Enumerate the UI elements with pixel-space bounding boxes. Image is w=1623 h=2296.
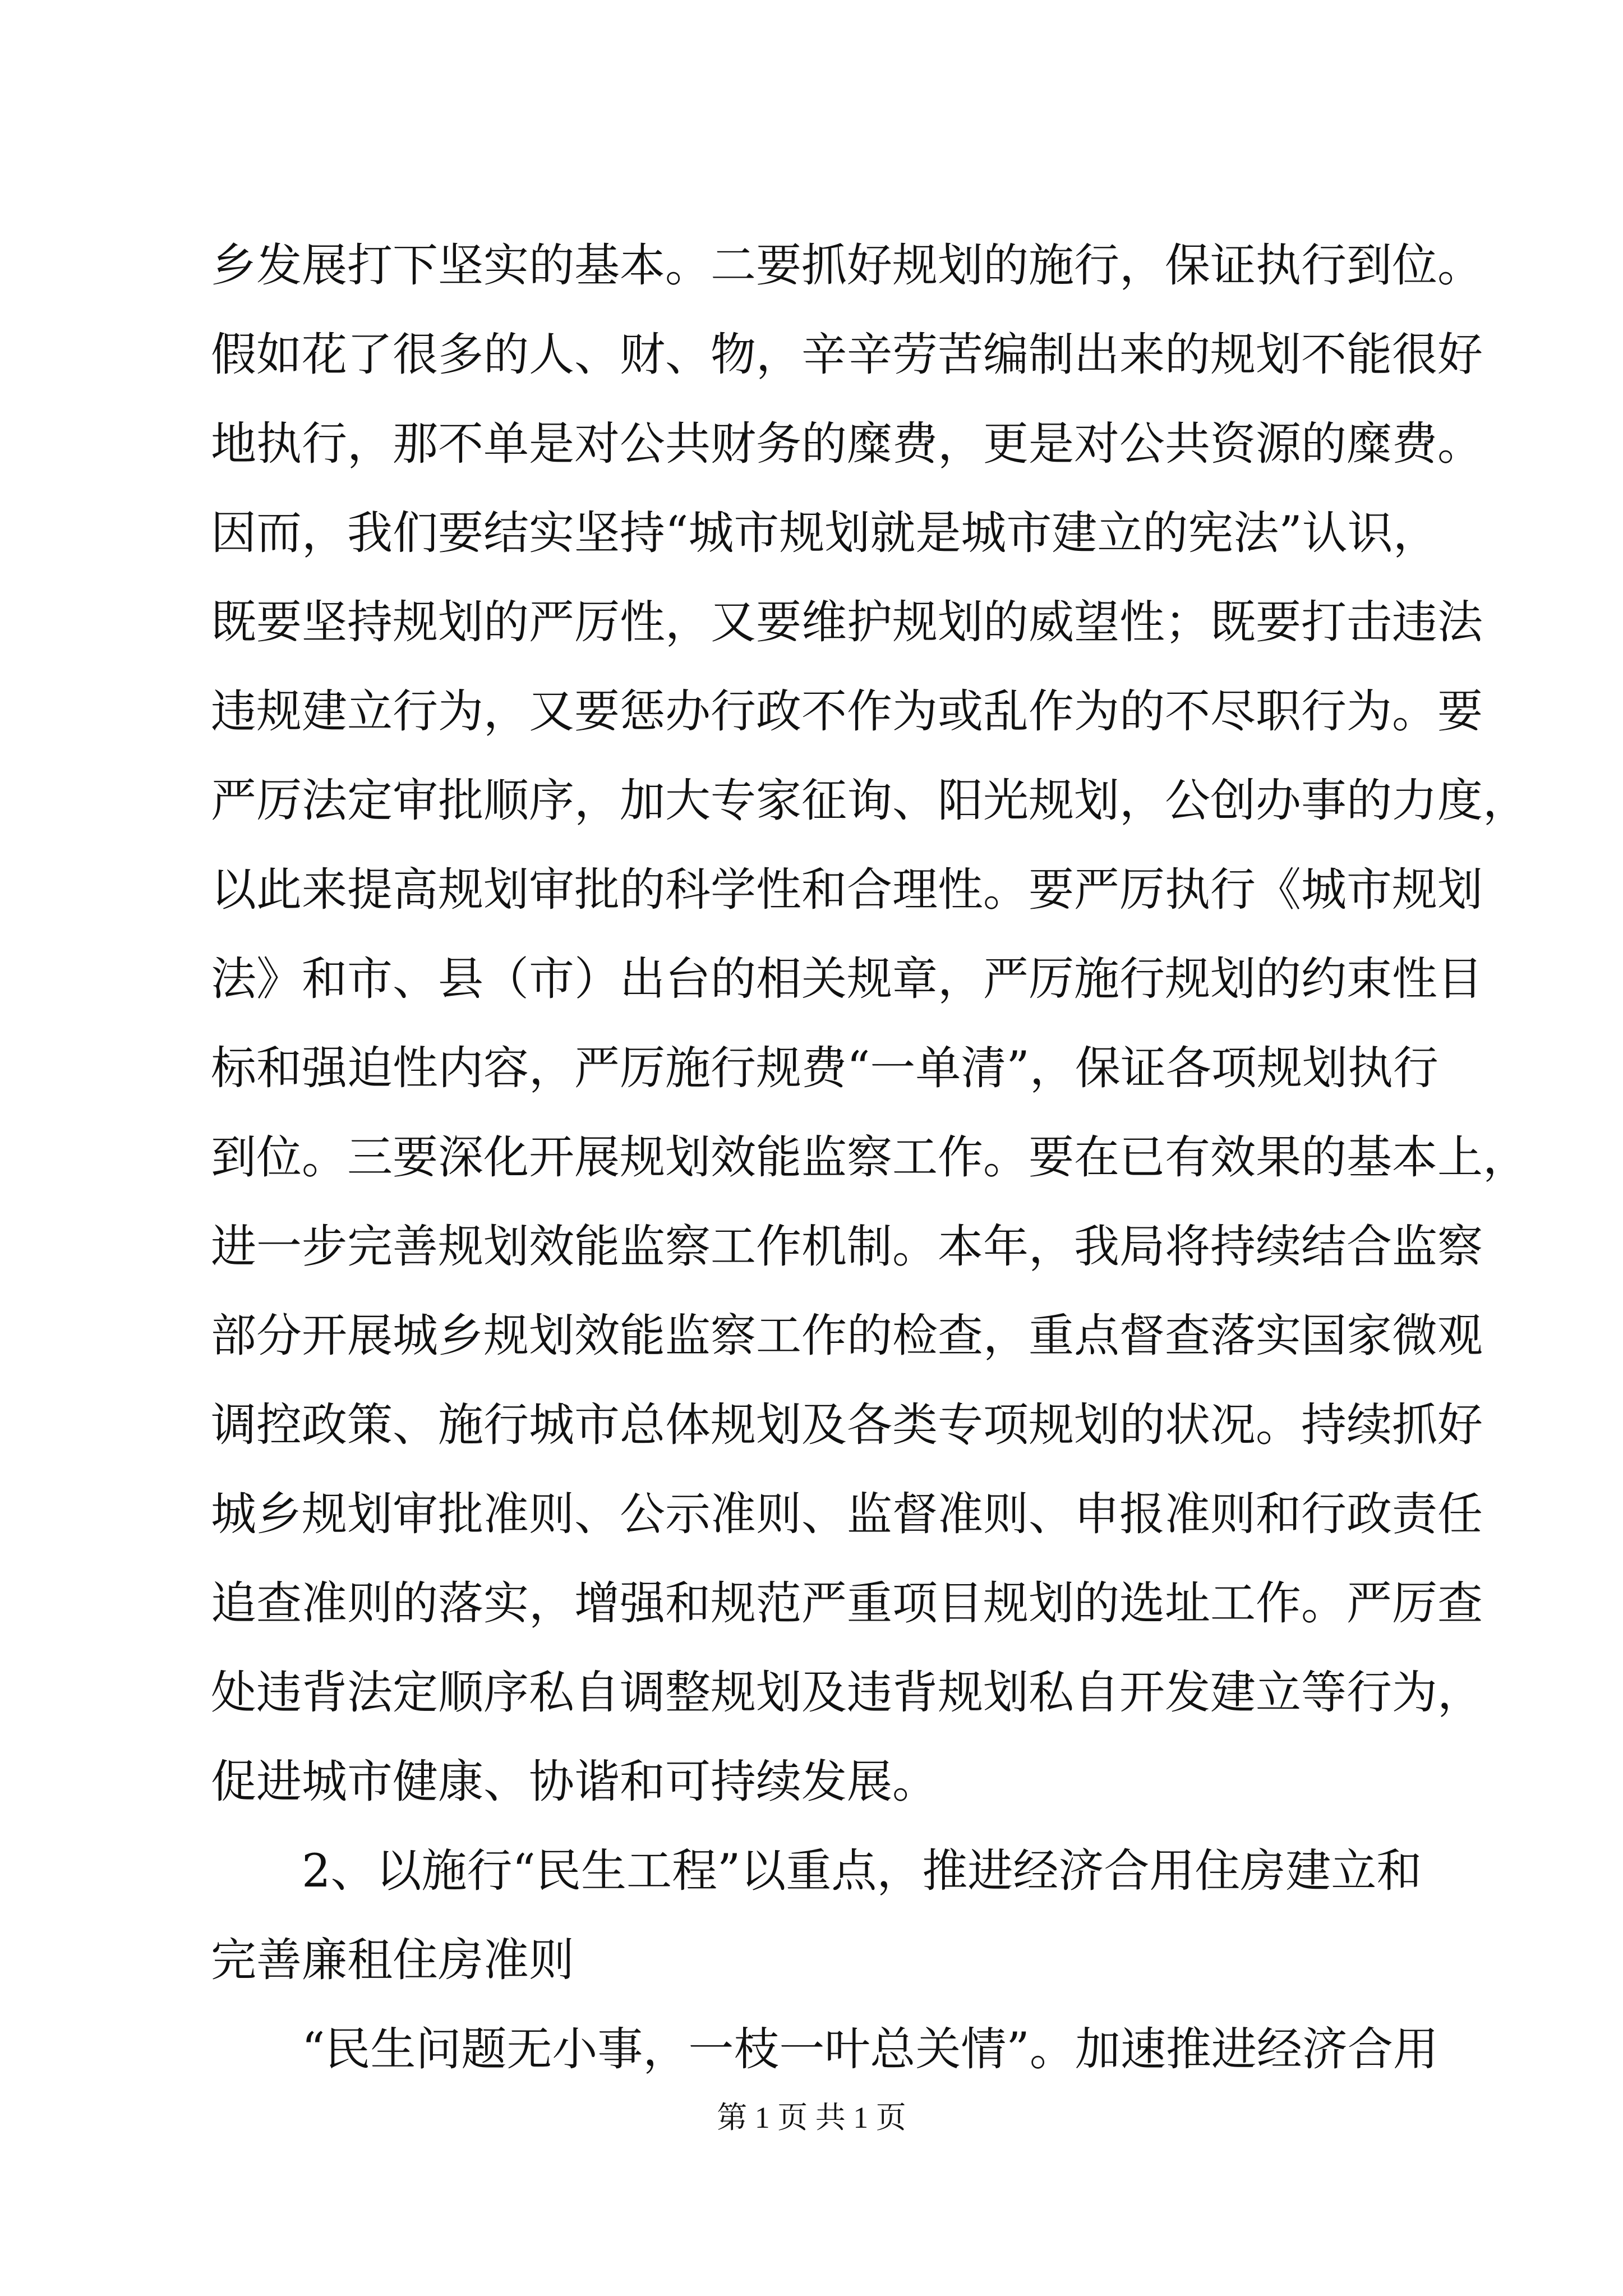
text-line: 部分开展城乡规划效能监察工作的检查，重点督查落实国家微观	[211, 1310, 1483, 1363]
text-line: 违规建立行为，又要惩办行政不作为或乱作为的不尽职行为。要	[211, 685, 1483, 738]
page-number: 第 1 页 共 1 页	[717, 2101, 906, 2134]
text-line: 标和强迫性内容，严厉施行规费“一单清”，保证各项规划执行	[211, 1042, 1438, 1095]
document-body	[211, 222, 1529, 2095]
text-line: 城乡规划审批准则、公示准则、监督准则、申报准则和行政责任	[211, 1488, 1483, 1541]
text-line: 追查准则的落实，增强和规范严重项目规划的选址工作。严厉查	[211, 1577, 1483, 1630]
section-heading-line: 完善廉租住房准则	[211, 1934, 575, 1987]
text-line: 既要坚持规划的严厉性，又要维护规划的威望性；既要打击违法	[211, 596, 1483, 649]
text-line: 法》和市、县（市）出台的相关规章，严厉施行规划的约束性目	[211, 953, 1483, 1006]
text-line: 假如花了很多的人、财、物，辛辛劳苦编制出来的规划不能很好	[211, 329, 1483, 381]
text-line: 乡发展打下坚实的基本。二要抓好规划的施行，保证执行到位。	[211, 240, 1483, 292]
section-heading-line: 2、以施行“民生工程”以重点，推进经济合用住房建立和	[302, 1845, 1422, 1898]
page-footer	[0, 2098, 1623, 2137]
text-line: 进一步完善规划效能监察工作机制。本年，我局将持续结合监察	[211, 1221, 1483, 1273]
text-line: 调控政策、施行城市总体规划及各类专项规划的状况。持续抓好	[211, 1399, 1483, 1452]
text-line: 因而，我们要结实坚持“城市规划就是城市建立的宪法”认识，	[211, 507, 1438, 560]
text-line: 处违背法定顺序私自调整规划及违背规划私自开发建立等行为，	[211, 1667, 1483, 1719]
text-line: 严厉法定审批顺序，加大专家征询、阳光规划，公创办事的力度，	[211, 775, 1529, 827]
text-line: 到位。三要深化开展规划效能监察工作。要在已有效果的基本上，	[211, 1131, 1529, 1184]
text-line: 地执行，那不单是对公共财务的糜费，更是对公共资源的糜费。	[211, 418, 1483, 471]
text-line: 以此来提高规划审批的科学性和合理性。要严厉执行《城市规划	[211, 864, 1483, 917]
text-line: “民生问题无小事，一枝一叶总关情”。加速推进经济合用	[302, 2023, 1438, 2076]
text-line: 促进城市健康、协谐和可持续发展。	[211, 1756, 938, 1809]
